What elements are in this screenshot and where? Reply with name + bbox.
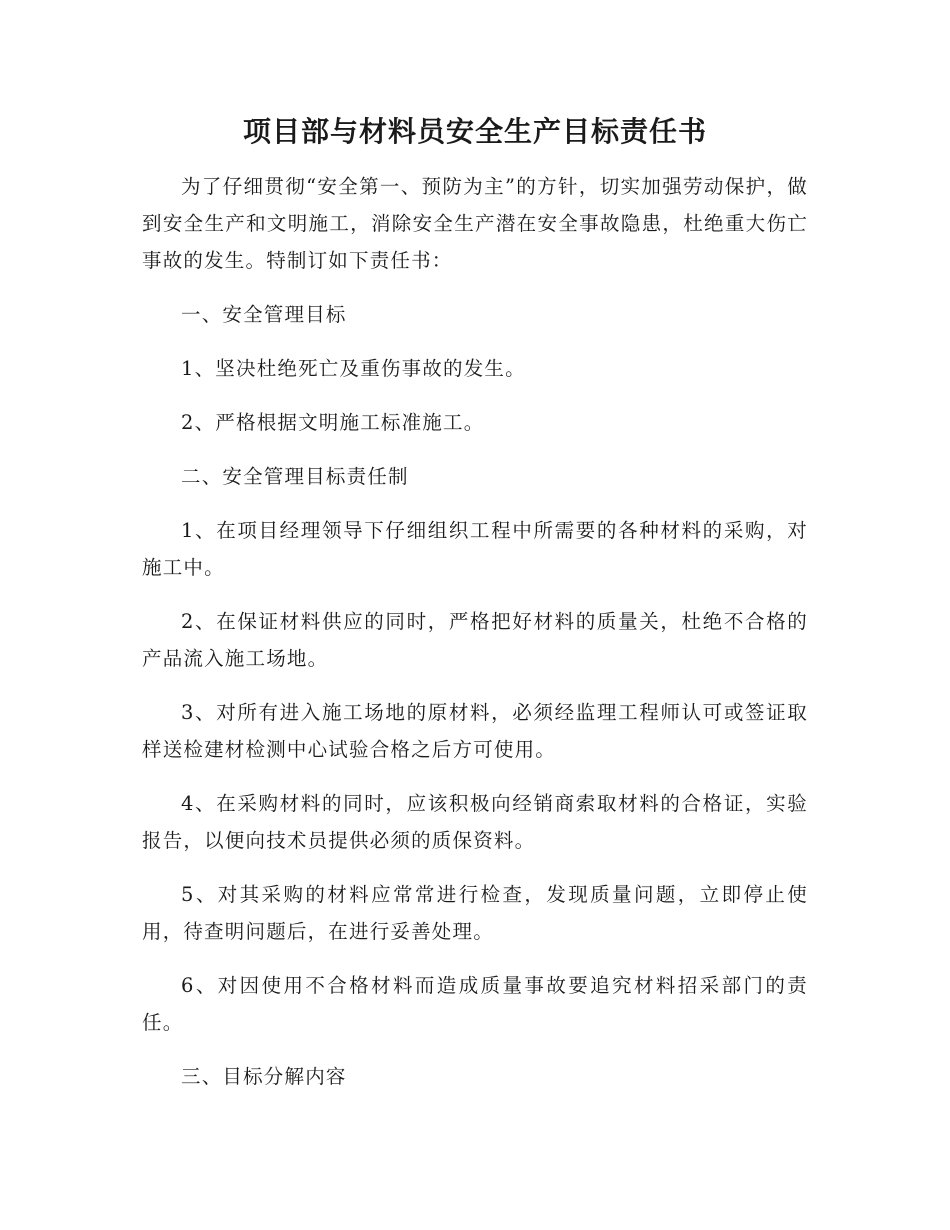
list-item: 2、在保证材料供应的同时，严格把好材料的质量关，杜绝不合格的产品流入施工场地。 <box>142 610 808 670</box>
section-heading-3: 三、目标分解内容 <box>181 1065 347 1088</box>
list-item: 2、严格根据文明施工标准施工。 <box>181 411 485 434</box>
list-item: 5、对其采购的材料应常常进行检查，发现质量问题，立即停止使用，待查明问题后，在进行妥善处理。 <box>142 883 808 943</box>
list-item: 4、在采购材料的同时，应该积极向经销商索取材料的合格证，实验报告，以便向技术员提供必须的质保资料。 <box>142 792 808 852</box>
list-item: 1、在项目经理领导下仔细组织工程中所需要的各种材料的采购，对施工中。 <box>142 519 808 579</box>
document-title: 项目部与材料员安全生产目标责任书 <box>242 115 707 148</box>
section-heading-1: 一、安全管理目标 <box>181 303 347 326</box>
document-body <box>142 168 808 1112</box>
list-item: 3、对所有进入施工场地的原材料，必须经监理工程师认可或签证取样送检建材检测中心试验合格之后方可使用。 <box>142 701 808 761</box>
list-item: 6、对因使用不合格材料而造成质量事故要追究材料招采部门的责任。 <box>142 974 808 1034</box>
section-heading-2: 二、安全管理目标责任制 <box>181 465 409 488</box>
list-item: 1、坚决杜绝死亡及重伤事故的发生。 <box>181 357 526 380</box>
intro-paragraph: 为了仔细贯彻“安全第一、预防为主”的方针，切实加强劳动保护，做到安全生产和文明施工，消除安全生产潜在安全事故隐患，杜绝重大伤亡事故的发生。特制订如下责任书： <box>142 175 808 272</box>
